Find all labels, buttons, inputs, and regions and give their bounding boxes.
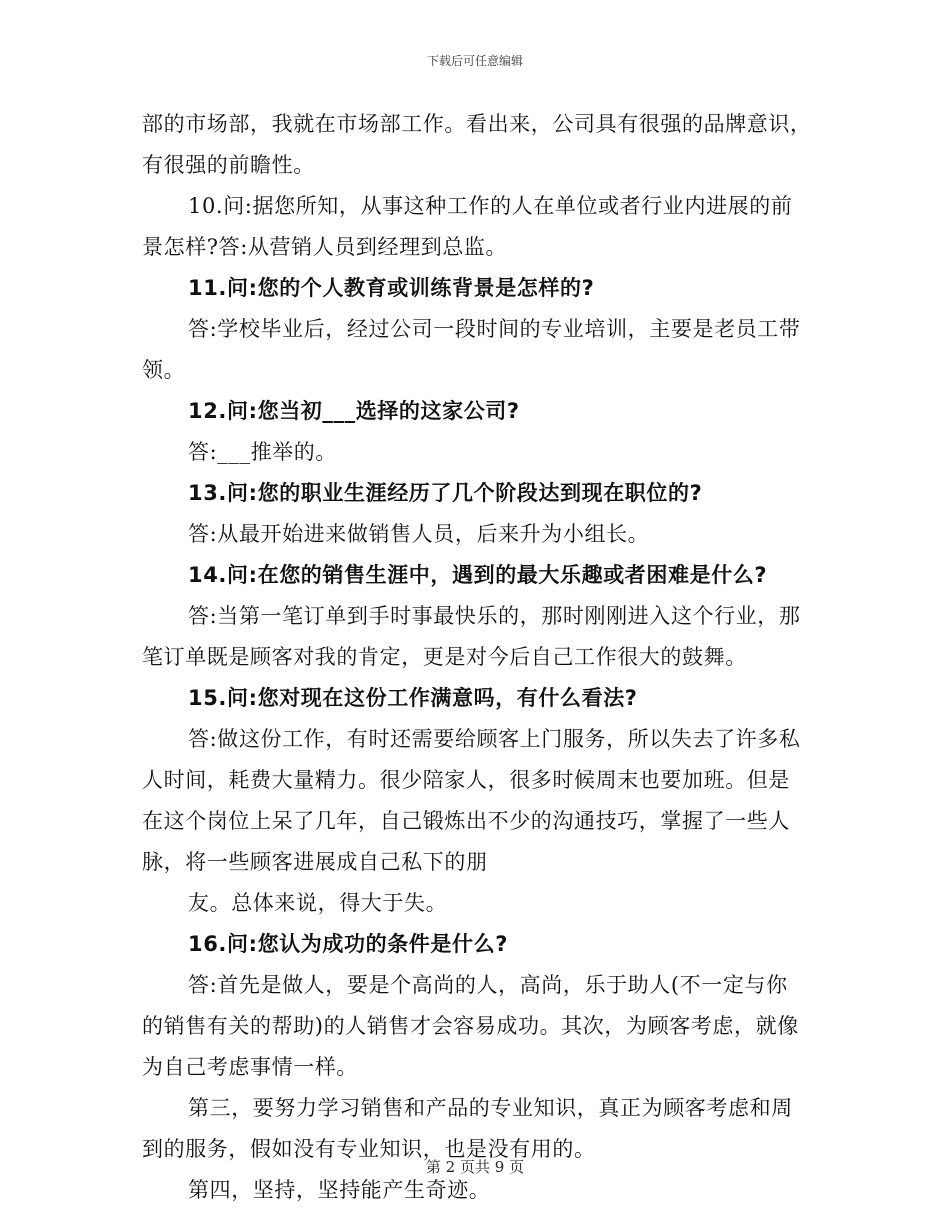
answer-line: 答:学校毕业后，经过公司一段时间的专业培训，主要是老员工带 xyxy=(188,317,801,341)
question-heading: 16.问:您认为成功的条件是什么? xyxy=(188,932,508,956)
body-line: 的销售有关的帮助)的人销售才会容易成功。其次，为顾客考虑，就像 xyxy=(142,1014,799,1038)
body-line: 友。总体来说，得大于失。 xyxy=(188,891,448,915)
answer-line: 答:从最开始进来做销售人员，后来升为小组长。 xyxy=(188,522,650,546)
body-line: 在这个岗位上呆了几年，自己锻炼出不少的沟通技巧，掌握了一些人 xyxy=(142,809,790,833)
question-heading: 13.问:您的职业生涯经历了几个阶段达到现在职位的? xyxy=(188,481,703,505)
body-line: 部的市场部，我就在市场部工作。看出来，公司具有很强的品牌意识， xyxy=(142,112,812,136)
body-line: 为自己考虑事情一样。 xyxy=(142,1055,358,1079)
page-footer: 第 2 页共 9 页 xyxy=(425,1158,525,1176)
question-heading: 14.问:在您的销售生涯中，遇到的最大乐趣或者困难是什么? xyxy=(188,563,768,587)
body-line: 到的服务，假如没有专业知识，也是没有用的。 xyxy=(142,1137,596,1161)
body-line: 领。 xyxy=(142,358,186,382)
question-heading: 11.问:您的个人教育或训练背景是怎样的? xyxy=(188,276,595,300)
body-line: 第三，要努力学习销售和产品的专业知识，真正为顾客考虑和周 xyxy=(188,1096,793,1120)
page-header: 下载后可任意编辑 xyxy=(426,54,523,68)
body-line: 第四，坚持，坚持能产生奇迹。 xyxy=(188,1178,491,1202)
document-body xyxy=(142,104,812,1211)
answer-line: 答:首先是做人，要是个高尚的人，高尚，乐于助人(不一定与你 xyxy=(188,973,788,997)
question-heading: 12.问:您当初___选择的这家公司? xyxy=(188,399,520,423)
body-line: 人时间，耗费大量精力。很少陪家人，很多时候周末也要加班。但是 xyxy=(142,768,790,792)
body-line: 景怎样?答:从营销人员到经理到总监。 xyxy=(142,235,508,259)
question-line: 10.问:据您所知，从事这种工作的人在单位或者行业内进展的前 xyxy=(188,194,793,218)
body-line: 有很强的前瞻性。 xyxy=(142,153,315,177)
question-heading: 15.问:您对现在这份工作满意吗，有什么看法? xyxy=(188,686,638,710)
answer-line: 答:当第一笔订单到手时事最快乐的，那时刚刚进入这个行业，那 xyxy=(188,604,801,628)
answer-line: 答:___推举的。 xyxy=(188,440,337,464)
answer-line: 答:做这份工作，有时还需要给顾客上门服务，所以失去了许多私 xyxy=(188,727,801,751)
body-line: 笔订单既是顾客对我的肯定，更是对今后自己工作很大的鼓舞。 xyxy=(142,645,747,669)
body-line: 脉，将一些顾客进展成自己私下的朋 xyxy=(142,850,488,874)
